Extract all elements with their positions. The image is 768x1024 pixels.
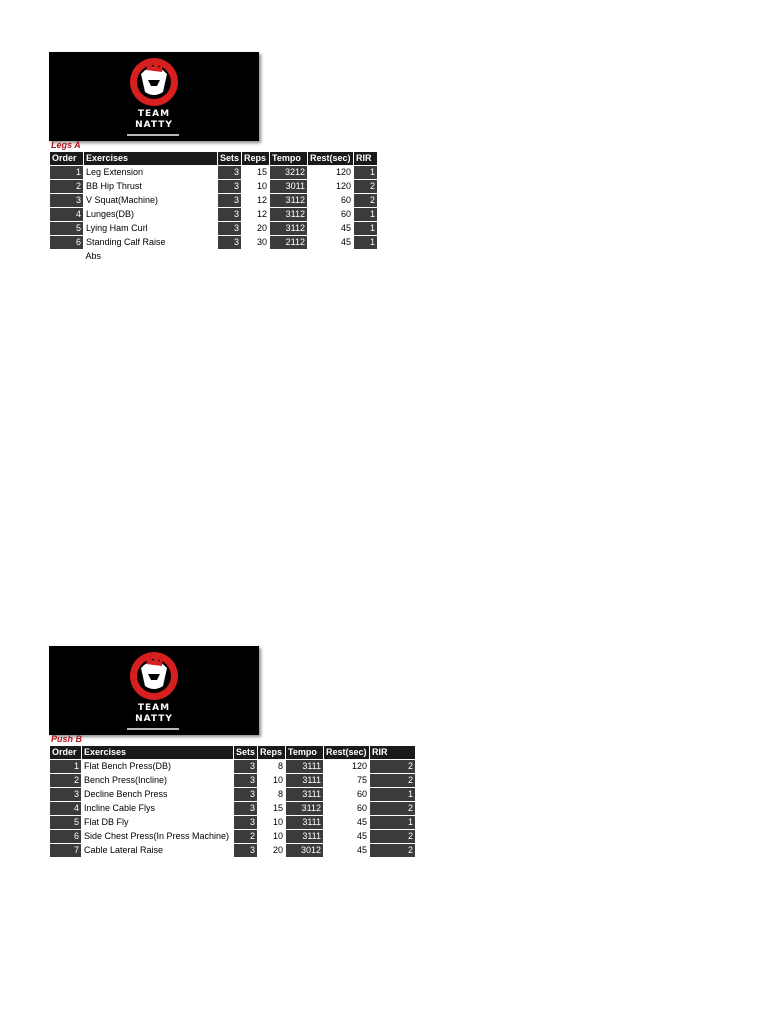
header-exercises: Exercises <box>82 746 234 760</box>
tempo-cell: 3111 <box>286 830 324 844</box>
extra-note-cell: Abs <box>84 250 218 264</box>
order-cell: 3 <box>50 788 82 802</box>
logo-line-2: NATTY <box>135 120 173 130</box>
legs-a-title: Legs A <box>51 140 81 150</box>
rest-cell: 60 <box>308 208 354 222</box>
rir-cell: 2 <box>354 194 378 208</box>
rir-cell: 2 <box>370 760 416 774</box>
rest-cell: 45 <box>308 236 354 250</box>
header-rir: RIR <box>354 152 378 166</box>
exercise-cell: Cable Lateral Raise <box>82 844 234 858</box>
table-header-row <box>50 152 378 166</box>
sets-cell: 3 <box>218 194 242 208</box>
table-row <box>50 208 378 222</box>
header-sets: Sets <box>218 152 242 166</box>
table-row-extra <box>50 250 378 264</box>
reps-cell: 10 <box>258 816 286 830</box>
exercise-cell: Incline Cable Flys <box>82 802 234 816</box>
rir-cell: 2 <box>354 180 378 194</box>
exercise-cell: BB Hip Thrust <box>84 180 218 194</box>
order-cell: 6 <box>50 830 82 844</box>
tempo-cell: 3112 <box>270 208 308 222</box>
rir-cell: 1 <box>354 208 378 222</box>
reps-cell: 10 <box>242 180 270 194</box>
blank-cell <box>50 250 84 264</box>
legs-a-table <box>49 151 378 263</box>
order-cell: 4 <box>50 208 84 222</box>
exercise-cell: Flat Bench Press(DB) <box>82 760 234 774</box>
table-row <box>50 816 416 830</box>
reps-cell: 15 <box>242 166 270 180</box>
exercise-cell: Standing Calf Raise <box>84 236 218 250</box>
rest-cell: 120 <box>308 180 354 194</box>
push-b-title: Push B <box>51 734 83 744</box>
order-cell: 5 <box>50 816 82 830</box>
team-natty-logo <box>49 52 259 141</box>
header-rest: Rest(sec) <box>308 152 354 166</box>
rir-cell: 2 <box>370 830 416 844</box>
header-tempo: Tempo <box>286 746 324 760</box>
reps-cell: 12 <box>242 194 270 208</box>
table-row <box>50 194 378 208</box>
exercise-cell: Bench Press(Incline) <box>82 774 234 788</box>
rir-cell: 2 <box>370 774 416 788</box>
header-reps: Reps <box>258 746 286 760</box>
sets-cell: 2 <box>234 830 258 844</box>
header-order: Order <box>50 152 84 166</box>
logo-line-2: NATTY <box>135 714 173 724</box>
rest-cell: 45 <box>308 222 354 236</box>
table-row <box>50 788 416 802</box>
push-b-table <box>49 745 416 858</box>
rir-cell: 1 <box>354 166 378 180</box>
rest-cell: 45 <box>324 830 370 844</box>
rir-cell: 1 <box>370 816 416 830</box>
tempo-cell: 3111 <box>286 788 324 802</box>
tempo-cell: 3112 <box>270 222 308 236</box>
sets-cell: 3 <box>218 236 242 250</box>
reps-cell: 20 <box>242 222 270 236</box>
rir-cell: 2 <box>370 802 416 816</box>
tempo-cell: 3112 <box>270 194 308 208</box>
reps-cell: 20 <box>258 844 286 858</box>
blank-cell <box>308 250 354 264</box>
tempo-cell: 3012 <box>286 844 324 858</box>
rest-cell: 75 <box>324 774 370 788</box>
team-natty-logo <box>49 646 259 735</box>
blank-cell <box>270 250 308 264</box>
rest-cell: 120 <box>308 166 354 180</box>
sets-cell: 3 <box>218 222 242 236</box>
blank-cell <box>218 250 242 264</box>
exercise-cell: Lunges(DB) <box>84 208 218 222</box>
tempo-cell: 2112 <box>270 236 308 250</box>
rir-cell: 1 <box>370 788 416 802</box>
rest-cell: 60 <box>324 788 370 802</box>
logo-underline <box>127 134 179 136</box>
tempo-cell: 3011 <box>270 180 308 194</box>
sets-cell: 3 <box>218 166 242 180</box>
tempo-cell: 3111 <box>286 774 324 788</box>
reps-cell: 12 <box>242 208 270 222</box>
table-row <box>50 844 416 858</box>
sets-cell: 3 <box>234 774 258 788</box>
tempo-cell: 3112 <box>286 802 324 816</box>
sets-cell: 3 <box>218 208 242 222</box>
tempo-cell: 3212 <box>270 166 308 180</box>
tempo-cell: 3111 <box>286 760 324 774</box>
blank-cell <box>242 250 270 264</box>
header-rest: Rest(sec) <box>324 746 370 760</box>
rir-cell: 2 <box>370 844 416 858</box>
sets-cell: 3 <box>234 788 258 802</box>
sets-cell: 3 <box>234 816 258 830</box>
header-exercises: Exercises <box>84 152 218 166</box>
exercise-cell: Side Chest Press(In Press Machine) <box>82 830 234 844</box>
header-reps: Reps <box>242 152 270 166</box>
order-cell: 1 <box>50 166 84 180</box>
exercise-cell: Leg Extension <box>84 166 218 180</box>
reps-cell: 10 <box>258 774 286 788</box>
rest-cell: 60 <box>324 802 370 816</box>
tempo-cell: 3111 <box>286 816 324 830</box>
rest-cell: 45 <box>324 816 370 830</box>
order-cell: 2 <box>50 774 82 788</box>
table-row <box>50 236 378 250</box>
header-sets: Sets <box>234 746 258 760</box>
table-header-row <box>50 746 416 760</box>
sets-cell: 3 <box>234 760 258 774</box>
sets-cell: 3 <box>234 844 258 858</box>
sets-cell: 3 <box>218 180 242 194</box>
reps-cell: 8 <box>258 788 286 802</box>
header-tempo: Tempo <box>270 152 308 166</box>
logo-underline <box>127 728 179 730</box>
logo-line-1: TEAM <box>137 703 171 713</box>
order-cell: 3 <box>50 194 84 208</box>
reps-cell: 8 <box>258 760 286 774</box>
rest-cell: 45 <box>324 844 370 858</box>
order-cell: 5 <box>50 222 84 236</box>
table-row <box>50 830 416 844</box>
exercise-cell: Decline Bench Press <box>82 788 234 802</box>
blank-cell <box>354 250 378 264</box>
rir-cell: 1 <box>354 236 378 250</box>
table-row <box>50 760 416 774</box>
header-order: Order <box>50 746 82 760</box>
order-cell: 6 <box>50 236 84 250</box>
reps-cell: 30 <box>242 236 270 250</box>
order-cell: 1 <box>50 760 82 774</box>
order-cell: 4 <box>50 802 82 816</box>
exercise-cell: Lying Ham Curl <box>84 222 218 236</box>
table-row <box>50 802 416 816</box>
reps-cell: 10 <box>258 830 286 844</box>
exercise-cell: V Squat(Machine) <box>84 194 218 208</box>
table-row <box>50 180 378 194</box>
table-row <box>50 166 378 180</box>
header-rir: RIR <box>370 746 416 760</box>
exercise-cell: Flat DB Fly <box>82 816 234 830</box>
rir-cell: 1 <box>354 222 378 236</box>
order-cell: 2 <box>50 180 84 194</box>
sets-cell: 3 <box>234 802 258 816</box>
order-cell: 7 <box>50 844 82 858</box>
table-row <box>50 774 416 788</box>
table-row <box>50 222 378 236</box>
logo-line-1: TEAM <box>137 109 171 119</box>
rest-cell: 120 <box>324 760 370 774</box>
rest-cell: 60 <box>308 194 354 208</box>
reps-cell: 15 <box>258 802 286 816</box>
